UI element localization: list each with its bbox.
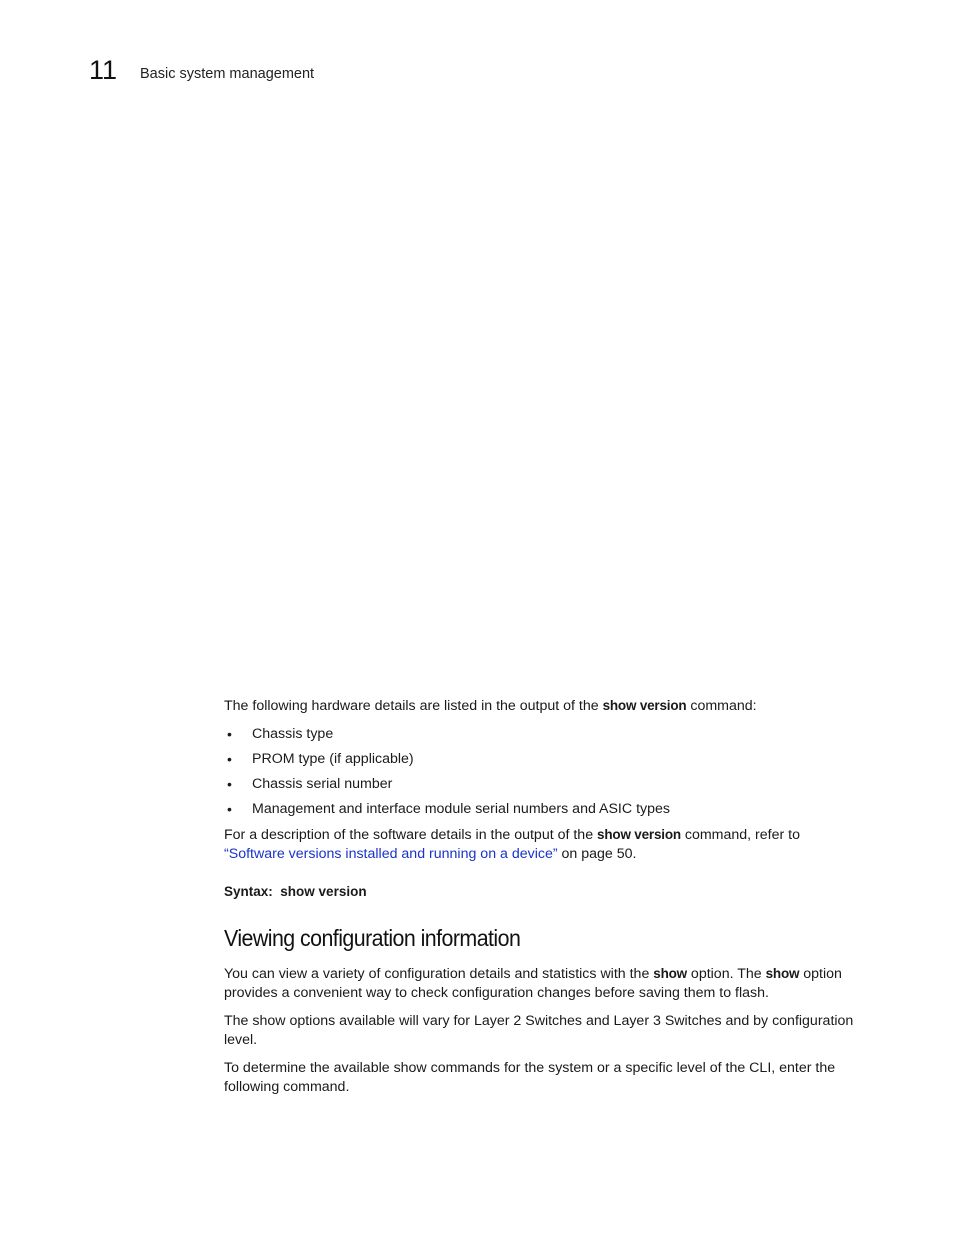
syntax-command: show version — [280, 884, 367, 899]
description-text-mid: command, refer to — [680, 827, 800, 843]
list-item — [224, 800, 874, 825]
description-paragraph — [224, 825, 874, 864]
section-paragraph-2: The show options available will vary for Layer 2 Switches and Layer 3 Switches and by configuration level. — [224, 1013, 854, 1048]
main-content — [224, 696, 874, 1097]
bullet-icon: • — [227, 726, 232, 742]
syntax-line — [224, 882, 874, 901]
intro-text-end: command: — [686, 698, 757, 714]
hardware-details-list — [224, 725, 874, 825]
description-text-end: on page 50. — [557, 846, 637, 862]
paragraph-text: option provides a convenient way to check configuration changes before saving them to flash. — [224, 966, 842, 1001]
command-show: show — [765, 966, 800, 981]
syntax-label: Syntax: — [224, 884, 273, 899]
bullet-icon: • — [227, 801, 232, 817]
list-item — [224, 725, 874, 750]
section-heading: Viewing configuration information — [224, 925, 521, 951]
list-item-text: Chassis type — [252, 726, 334, 742]
command-show: show — [653, 966, 687, 981]
list-item-text: Management and interface module serial numbers and ASIC types — [252, 801, 670, 817]
command-show-version: show version — [602, 698, 687, 713]
command-show-version: show version — [597, 827, 681, 842]
intro-text: The following hardware details are listed in the output of the — [224, 698, 603, 714]
section-paragraph-1 — [224, 964, 874, 1003]
list-item — [224, 750, 874, 775]
section-paragraph-3: To determine the available show commands for the system or a specific level of the CLI, enter the following command. — [224, 1060, 836, 1095]
paragraph-text: You can view a variety of configuration details and statistics with the — [224, 966, 654, 982]
description-text: For a description of the software details in the output of the — [224, 827, 598, 843]
bullet-icon: • — [227, 776, 232, 792]
list-item-text: Chassis serial number — [252, 776, 393, 792]
list-item — [224, 775, 874, 800]
chapter-number: 11 — [89, 55, 118, 85]
bullet-icon: • — [227, 751, 232, 767]
chapter-title: Basic system management — [140, 66, 315, 82]
intro-paragraph — [224, 696, 874, 716]
software-versions-link[interactable]: “Software versions installed and running on a device” — [224, 846, 558, 862]
list-item-text: PROM type (if applicable) — [252, 751, 414, 767]
paragraph-text: option. The — [686, 966, 766, 982]
